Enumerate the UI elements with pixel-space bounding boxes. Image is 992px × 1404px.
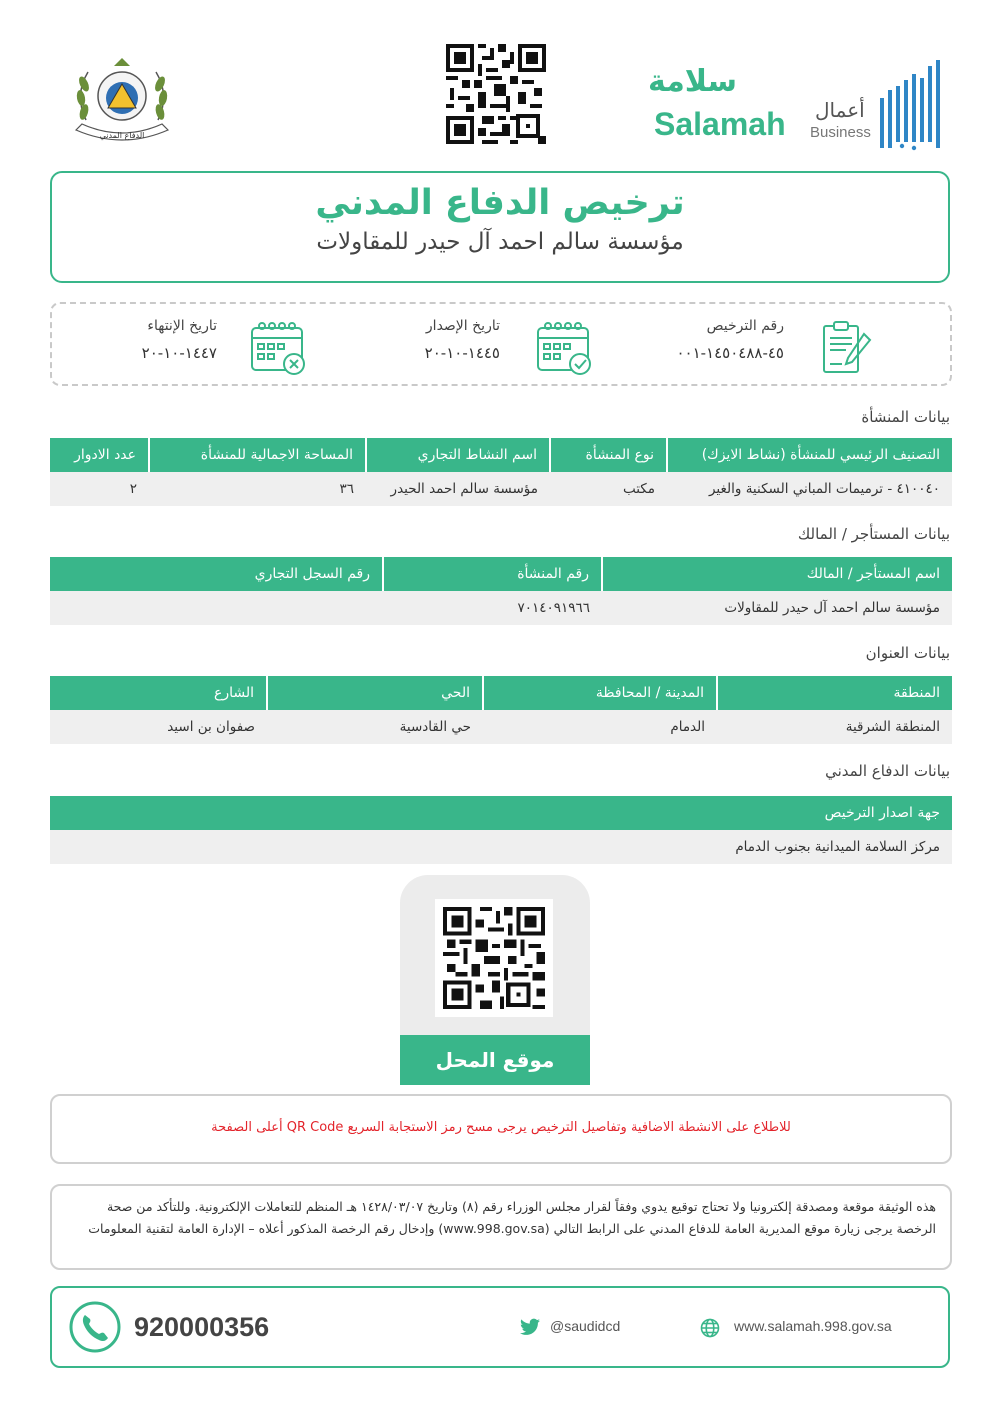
title-box <box>50 171 950 283</box>
address-header-district: الحي <box>267 676 483 710</box>
license-number-value: ٤٥-١٤٥٠٤٨٨-٠٠١ <box>676 344 784 362</box>
civil-defense-header-issuer: جهة اصدار الترخيص <box>50 796 952 830</box>
facility-floors: ٢ <box>50 472 149 506</box>
facility-header-activity: اسم النشاط التجاري <box>366 438 550 472</box>
issue-date-label: تاريخ الإصدار <box>425 318 500 334</box>
facility-table <box>50 438 952 506</box>
tenant-facility-number: ٧٠١٤٠٩١٩٦٦ <box>383 591 602 625</box>
tenant-section-label: بيانات المستأجر / المالك <box>797 525 950 543</box>
table-row <box>50 591 952 625</box>
address-table <box>50 676 952 744</box>
globe-icon <box>700 1318 720 1338</box>
calendar-check-icon <box>536 320 592 376</box>
facility-header-floors: عدد الادوار <box>50 438 149 472</box>
salamah-logo-arabic: سلامة <box>648 64 738 99</box>
civil-defense-emblem <box>66 50 178 150</box>
tenant-header-cr-number: رقم السجل التجاري <box>50 557 383 591</box>
emblem-text: الدفاع المدني <box>99 131 145 140</box>
tenant-header-name: اسم المستأجر / المالك <box>602 557 952 591</box>
address-region: المنطقة الشرقية <box>717 710 952 744</box>
tenant-cr-number <box>50 591 383 625</box>
facility-activity: مؤسسة سالم احمد الحيدر <box>366 472 550 506</box>
shop-location-label: موقع المحل <box>400 1035 590 1085</box>
tenant-header-facility-number: رقم المنشأة <box>383 557 602 591</box>
amal-logo-english: Business <box>810 124 871 141</box>
civil-defense-section-label: بيانات الدفاع المدني <box>825 762 950 780</box>
facility-header-type: نوع المنشأة <box>550 438 667 472</box>
tenant-name: مؤسسة سالم احمد آل حيدر للمقاولات <box>602 591 952 625</box>
address-city: الدمام <box>483 710 717 744</box>
facility-type: مكتب <box>550 472 667 506</box>
civil-defense-issuer: مركز السلامة الميدانية بجنوب الدمام <box>50 830 952 864</box>
twitter-handle[interactable]: @saudidcd <box>550 1318 621 1334</box>
issue-date-value: ١٤٤٥-١٠-٢٠ <box>424 344 500 362</box>
contact-footer <box>50 1286 950 1368</box>
expiry-date-label: تاريخ الإنتهاء <box>147 318 217 334</box>
amal-logo-arabic: أعمال <box>815 98 865 122</box>
facility-header-classification: التصنيف الرئيسي للمنشأة (نشاط الايزك) <box>667 438 952 472</box>
location-qr-code[interactable] <box>435 899 553 1017</box>
facility-section-label: بيانات المنشأة <box>861 408 950 426</box>
license-qr-code[interactable] <box>446 44 546 144</box>
table-row <box>50 472 952 506</box>
expiry-date-value: ١٤٤٧-١٠-٢٠ <box>141 344 217 362</box>
address-header-region: المنطقة <box>717 676 952 710</box>
table-row <box>50 710 952 744</box>
tenant-table <box>50 557 952 625</box>
website-link[interactable]: www.salamah.998.gov.sa <box>734 1318 892 1334</box>
table-row <box>50 830 952 864</box>
legal-notice-text: هذه الوثيقة موقعة ومصدقة إلكترونيا ولا تحتاج توقيع يدوي وفقاً لقرار مجلس الوزراء رقم (٨) وتاريخ ١٤٢٨/٠٣/٠٧ هـ المنظم للتعاملات الإلكترونية. وللتأكد من صحة الرخصة يرجى زيارة موقع المديرية العامة للدفاع المدني على الرابط التالي (www.998.gov.sa) وإدخال رقم الرخصة المذكور أعلاه – الإدارة العامة لتقنية المعلومات <box>88 1199 936 1236</box>
legal-notice <box>50 1184 952 1270</box>
establishment-name: مؤسسة سالم احمد آل حيدر للمقاولات <box>316 229 684 255</box>
address-street: صفوان بن اسيد <box>50 710 267 744</box>
facility-area: ٣٦ <box>149 472 366 506</box>
additional-activities-notice <box>50 1094 952 1164</box>
license-info-box <box>50 302 952 386</box>
address-section-label: بيانات العنوان <box>865 644 950 662</box>
facility-header-area: المساحة الاجمالية للمنشأة <box>149 438 366 472</box>
civil-defense-table <box>50 796 952 864</box>
phone-icon <box>68 1300 122 1354</box>
license-number-label: رقم الترخيص <box>706 318 784 334</box>
page-title: ترخيص الدفاع المدني <box>315 183 685 223</box>
additional-activities-text: للاطلاع على الانشطة الاضافية وتفاصيل الترخيص يرجى مسح رمز الاستجابة السريع QR Code أعلى الصفحة <box>211 1120 791 1135</box>
phone-number[interactable]: 920000356 <box>134 1312 270 1342</box>
address-district: حي القادسية <box>267 710 483 744</box>
salamah-logo-english: Salamah <box>654 106 786 142</box>
address-header-street: الشارع <box>50 676 267 710</box>
shop-location-card[interactable] <box>400 875 590 1085</box>
address-header-city: المدينة / المحافظة <box>483 676 717 710</box>
calendar-cross-icon <box>250 320 306 376</box>
license-document-icon <box>818 320 874 376</box>
twitter-icon <box>520 1318 540 1336</box>
facility-classification: ٤١٠٠٤٠ - ترميمات المباني السكنية والغير <box>667 472 952 506</box>
